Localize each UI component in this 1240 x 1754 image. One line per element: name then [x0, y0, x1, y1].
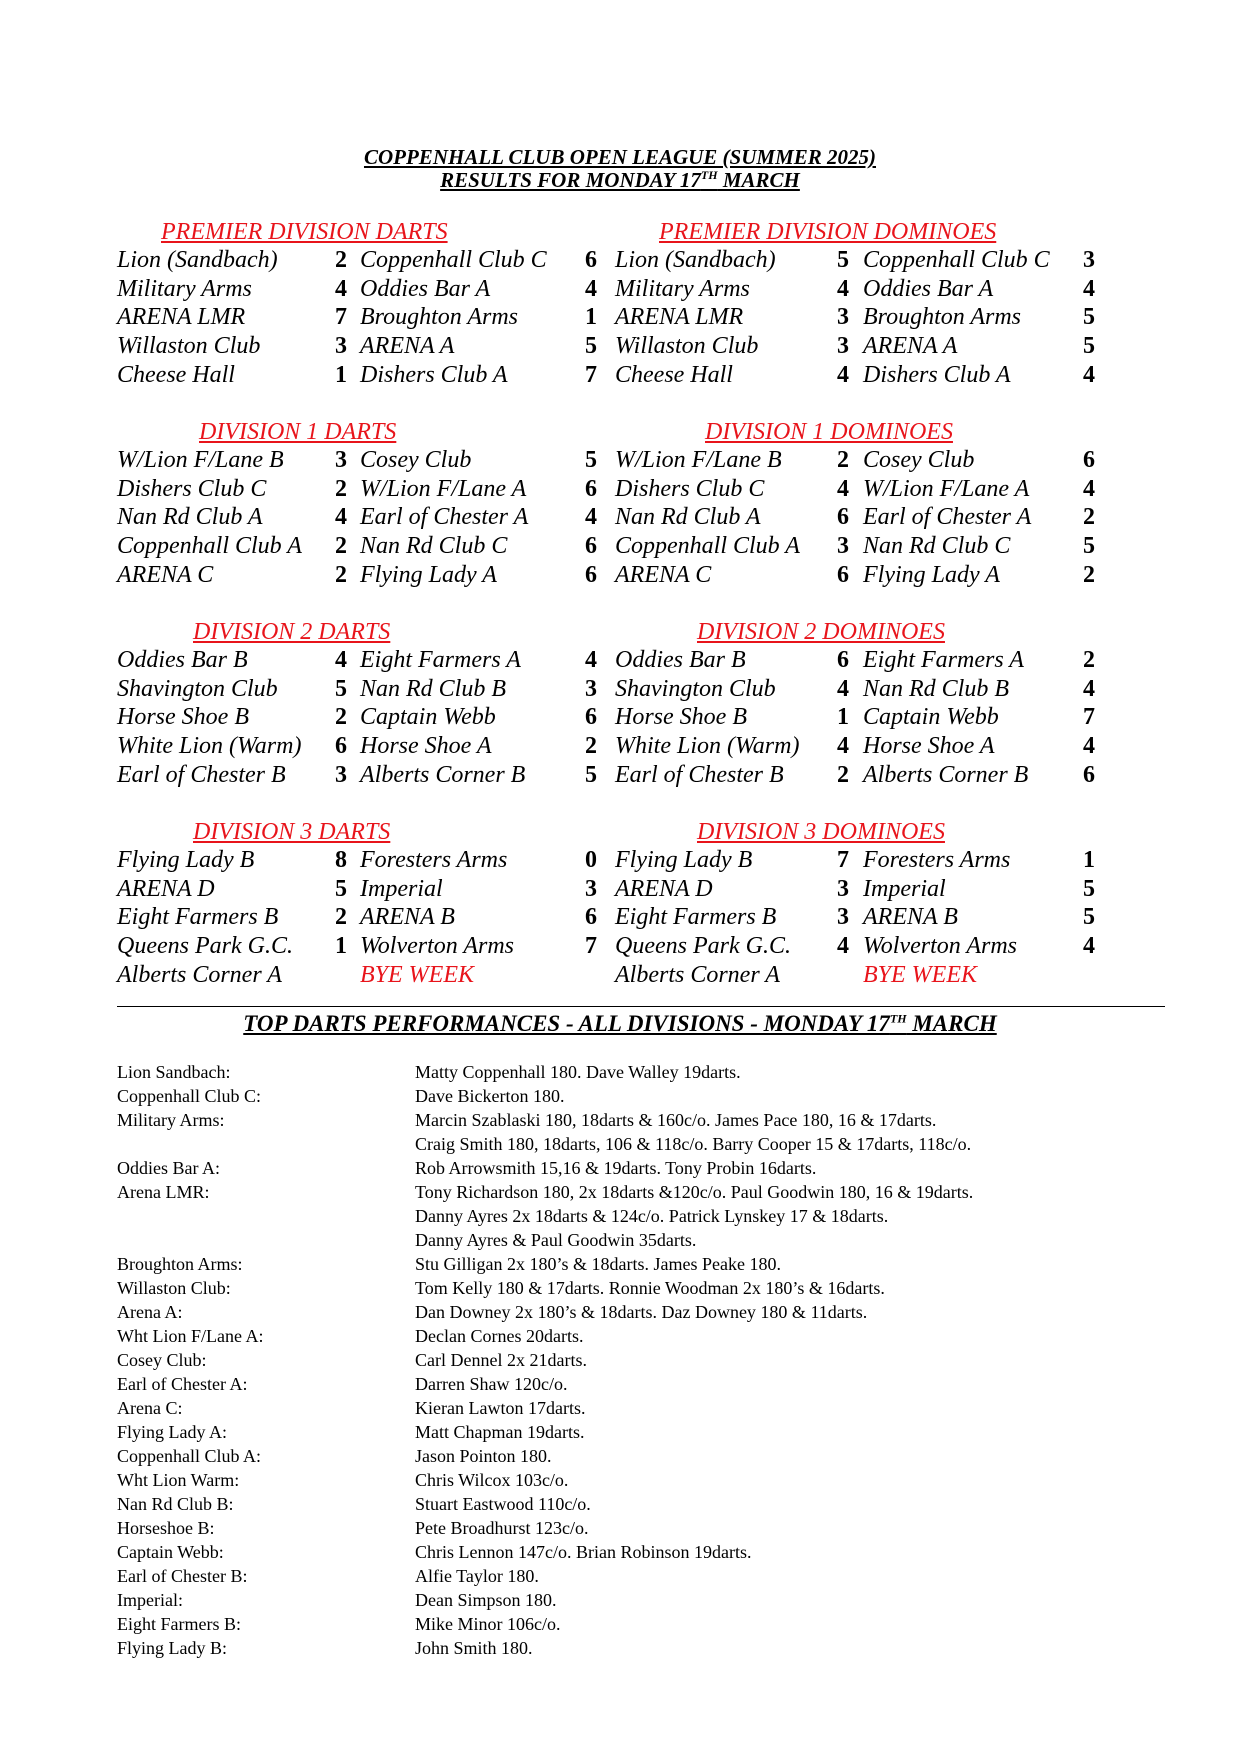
home-score: 5 [335, 675, 347, 702]
performance-details: Kieran Lawton 17darts. [415, 1398, 586, 1418]
performance-team: Willaston Club: [117, 1278, 231, 1298]
home-score: 4 [837, 733, 849, 760]
home-score: 5 [335, 875, 347, 902]
results-date-sup: TH [700, 168, 718, 182]
away-team: Foresters Arms [863, 847, 1011, 873]
away-team: Nan Rd Club B [863, 675, 1010, 702]
performance-row [117, 1468, 1177, 1492]
away-team: Coppenhall Club C [360, 247, 547, 273]
away-team: ARENA B [863, 904, 958, 931]
home-team: W/Lion F/Lane B [615, 447, 782, 473]
result-row [117, 761, 617, 790]
home-team: Earl of Chester B [615, 761, 784, 788]
division-heading: DIVISION 1 DOMINOES [705, 419, 953, 445]
home-score: 4 [837, 933, 849, 960]
home-score: 4 [837, 361, 849, 388]
away-team: Dishers Club A [863, 361, 1011, 388]
home-team: Lion (Sandbach) [615, 247, 776, 273]
division-heading: DIVISION 1 DARTS [199, 419, 397, 445]
performance-team: Broughton Arms: [117, 1254, 243, 1274]
away-team: Broughton Arms [360, 304, 519, 331]
away-team: Dishers Club A [360, 361, 508, 388]
performance-details: Stu Gilligan 2x 180’s & 18darts. James Peake 180. [415, 1254, 781, 1274]
bye-team: Alberts Corner A [615, 961, 780, 988]
away-team: Wolverton Arms [863, 933, 1018, 960]
performance-row [117, 1252, 1177, 1276]
performance-row [117, 1108, 1177, 1132]
away-team: Flying Lady A [360, 561, 497, 588]
away-score: 2 [585, 733, 597, 760]
result-row [615, 361, 1115, 390]
away-score: 4 [1083, 475, 1095, 502]
away-team: Alberts Corner B [360, 761, 526, 788]
division-heading: PREMIER DIVISION DOMINOES [659, 219, 997, 245]
bye-week-label: BYE WEEK [360, 961, 474, 988]
performance-row [117, 1156, 1177, 1180]
result-row [117, 932, 617, 961]
home-score: 1 [335, 933, 347, 960]
division-block [117, 818, 617, 989]
home-score: 2 [335, 904, 347, 931]
performance-row [117, 1084, 1177, 1108]
bye-row [117, 961, 617, 990]
home-score: 5 [837, 247, 849, 273]
away-team: ARENA B [360, 904, 455, 931]
result-row [117, 561, 617, 590]
performance-row [117, 1300, 1177, 1324]
performance-team: Nan Rd Club B: [117, 1494, 234, 1514]
performance-details: Danny Ayres 2x 18darts & 124c/o. Patrick Lynskey 17 & 18darts. [415, 1206, 889, 1226]
performance-details: Jason Pointon 180. [415, 1446, 552, 1466]
top-performances-title [0, 1010, 1240, 1038]
away-score: 3 [1083, 247, 1095, 273]
result-row [117, 703, 617, 732]
performance-details: Dan Downey 2x 180’s & 18darts. Daz Downey 180 & 11darts. [415, 1302, 868, 1322]
away-team: W/Lion F/Lane A [360, 475, 527, 502]
away-team: Foresters Arms [360, 847, 508, 873]
away-team: Horse Shoe A [360, 733, 492, 760]
performance-row [117, 1540, 1177, 1564]
result-row [117, 332, 617, 361]
away-score: 6 [1083, 761, 1095, 788]
result-row [615, 532, 1115, 561]
home-score: 4 [837, 675, 849, 702]
performance-details: Danny Ayres & Paul Goodwin 35darts. [415, 1230, 697, 1250]
away-score: 6 [585, 475, 597, 502]
result-row [117, 646, 617, 675]
home-team: Willaston Club [117, 333, 261, 360]
result-row [117, 903, 617, 932]
away-team: Broughton Arms [863, 304, 1022, 331]
performance-team: Flying Lady B: [117, 1638, 228, 1658]
performance-details: Chris Wilcox 103c/o. [415, 1470, 569, 1490]
result-row [615, 675, 1115, 704]
away-score: 5 [1083, 304, 1095, 331]
section-divider [117, 1006, 1165, 1007]
away-team: ARENA A [863, 333, 958, 360]
division-block [117, 418, 617, 589]
away-team: Wolverton Arms [360, 933, 515, 960]
home-team: Lion (Sandbach) [117, 247, 278, 273]
division-heading: PREMIER DIVISION DARTS [161, 219, 448, 245]
home-team: White Lion (Warm) [117, 733, 302, 760]
result-row [615, 303, 1115, 332]
performance-team: Cosey Club: [117, 1350, 207, 1370]
home-team: White Lion (Warm) [615, 733, 800, 760]
away-team: Cosey Club [360, 447, 472, 473]
away-score: 6 [585, 561, 597, 588]
result-row [615, 732, 1115, 761]
performance-team: Arena LMR: [117, 1182, 210, 1202]
performance-team: Arena A: [117, 1302, 183, 1322]
home-score: 6 [335, 733, 347, 760]
division-block [117, 218, 617, 389]
home-team: Cheese Hall [117, 361, 235, 388]
result-row [615, 475, 1115, 504]
top-performances-title-prefix: TOP DARTS PERFORMANCES - ALL DIVISIONS - MONDAY 17 [243, 1011, 890, 1036]
division-heading: DIVISION 2 DOMINOES [697, 619, 945, 645]
away-score: 4 [1083, 361, 1095, 388]
home-score: 2 [335, 561, 347, 588]
result-row [615, 646, 1115, 675]
home-team: ARENA LMR [615, 304, 744, 331]
performance-row [117, 1132, 1177, 1156]
performance-row [117, 1516, 1177, 1540]
home-team: ARENA C [615, 561, 712, 588]
home-score: 2 [837, 761, 849, 788]
performance-row [117, 1444, 1177, 1468]
away-team: Flying Lady A [863, 561, 1000, 588]
results-date-prefix: RESULTS FOR MONDAY 17 [440, 168, 701, 192]
result-row [615, 246, 1115, 275]
home-score: 1 [837, 704, 849, 731]
result-row [615, 503, 1115, 532]
home-score: 2 [335, 247, 347, 273]
performance-row [117, 1564, 1177, 1588]
home-team: Eight Farmers B [615, 904, 777, 931]
result-row [117, 875, 617, 904]
home-score: 2 [335, 533, 347, 560]
away-team: Horse Shoe A [863, 733, 995, 760]
home-team: Flying Lady B [117, 847, 255, 873]
away-score: 6 [1083, 447, 1095, 473]
result-row [117, 675, 617, 704]
performance-row [117, 1060, 1177, 1084]
away-score: 6 [585, 904, 597, 931]
performance-team: Arena C: [117, 1398, 183, 1418]
performance-team: Earl of Chester B: [117, 1566, 248, 1586]
performance-details: Pete Broadhurst 123c/o. [415, 1518, 589, 1538]
away-team: Captain Webb [360, 704, 496, 731]
home-score: 6 [837, 504, 849, 531]
home-score: 3 [837, 333, 849, 360]
result-row [117, 446, 617, 475]
home-team: Oddies Bar B [615, 647, 746, 673]
performance-details: Darren Shaw 120c/o. [415, 1374, 568, 1394]
home-score: 8 [335, 847, 347, 873]
home-score: 3 [837, 904, 849, 931]
home-team: Oddies Bar B [117, 647, 248, 673]
result-row [117, 732, 617, 761]
home-score: 4 [335, 504, 347, 531]
away-score: 6 [585, 704, 597, 731]
bye-team: Alberts Corner A [117, 961, 282, 988]
performance-details: Dave Bickerton 180. [415, 1086, 565, 1106]
bye-week-label: BYE WEEK [863, 961, 977, 988]
result-row [615, 761, 1115, 790]
performance-team: Wht Lion F/Lane A: [117, 1326, 264, 1346]
home-score: 6 [837, 561, 849, 588]
result-row [117, 532, 617, 561]
performance-team: Oddies Bar A: [117, 1158, 220, 1178]
home-team: Cheese Hall [615, 361, 733, 388]
home-team: ARENA D [117, 875, 215, 902]
performance-team: Earl of Chester A: [117, 1374, 248, 1394]
away-score: 7 [585, 933, 597, 960]
performance-team: Horseshoe B: [117, 1518, 215, 1538]
performance-row [117, 1348, 1177, 1372]
away-score: 5 [585, 333, 597, 360]
away-score: 6 [585, 247, 597, 273]
division-block [615, 218, 1115, 389]
performance-details: Matty Coppenhall 180. Dave Walley 19darts. [415, 1062, 741, 1082]
performance-details: Alfie Taylor 180. [415, 1566, 539, 1586]
home-team: Dishers Club C [117, 475, 267, 502]
away-score: 5 [1083, 904, 1095, 931]
home-team: ARENA D [615, 875, 713, 902]
away-team: Nan Rd Club C [863, 533, 1011, 560]
home-team: Nan Rd Club A [615, 504, 761, 531]
result-row [615, 875, 1115, 904]
result-row [117, 303, 617, 332]
home-team: Queens Park G.C. [117, 933, 293, 960]
performance-row [117, 1228, 1177, 1252]
away-score: 4 [1083, 933, 1095, 960]
performance-team: Captain Webb: [117, 1542, 224, 1562]
away-team: ARENA A [360, 333, 455, 360]
away-team: Cosey Club [863, 447, 975, 473]
away-score: 4 [1083, 675, 1095, 702]
away-team: Captain Webb [863, 704, 999, 731]
result-row [117, 361, 617, 390]
league-title [0, 145, 1240, 169]
away-team: Earl of Chester A [863, 504, 1032, 531]
away-score: 5 [585, 447, 597, 473]
away-team: Oddies Bar A [863, 275, 994, 302]
away-score: 7 [1083, 704, 1095, 731]
result-row [615, 703, 1115, 732]
division-block [117, 618, 617, 789]
result-row [615, 446, 1115, 475]
result-row [615, 903, 1115, 932]
result-row [117, 275, 617, 304]
top-performances-title-suffix: MARCH [906, 1011, 997, 1036]
result-row [117, 846, 617, 875]
home-team: Horse Shoe B [117, 704, 249, 731]
away-score: 4 [585, 275, 597, 302]
performance-details: Stuart Eastwood 110c/o. [415, 1494, 591, 1514]
performance-row [117, 1636, 1177, 1660]
away-score: 1 [585, 304, 597, 331]
division-block [615, 618, 1115, 789]
performance-details: Tony Richardson 180, 2x 18darts &120c/o. Paul Goodwin 180, 16 & 19darts. [415, 1182, 974, 1202]
away-score: 1 [1083, 847, 1095, 873]
performance-team: Coppenhall Club A: [117, 1446, 261, 1466]
home-team: Queens Park G.C. [615, 933, 791, 960]
division-heading: DIVISION 3 DARTS [193, 819, 391, 845]
home-team: Military Arms [615, 275, 750, 302]
home-score: 4 [837, 275, 849, 302]
performance-details: Carl Dennel 2x 21darts. [415, 1350, 587, 1370]
home-score: 3 [837, 875, 849, 902]
away-score: 4 [1083, 733, 1095, 760]
performance-row [117, 1372, 1177, 1396]
away-team: Nan Rd Club C [360, 533, 508, 560]
away-score: 5 [1083, 533, 1095, 560]
division-heading: DIVISION 3 DOMINOES [697, 819, 945, 845]
performance-details: Rob Arrowsmith 15,16 & 19darts. Tony Probin 16darts. [415, 1158, 817, 1178]
away-score: 0 [585, 847, 597, 873]
away-team: Imperial [360, 875, 443, 902]
away-score: 6 [585, 533, 597, 560]
away-team: Alberts Corner B [863, 761, 1029, 788]
home-score: 3 [837, 533, 849, 560]
performance-details: Declan Cornes 20darts. [415, 1326, 584, 1346]
results-date-title [0, 168, 1240, 192]
away-team: Eight Farmers A [863, 647, 1024, 673]
division-heading: DIVISION 2 DARTS [193, 619, 391, 645]
performance-row [117, 1204, 1177, 1228]
home-score: 1 [335, 361, 347, 388]
away-score: 2 [1083, 561, 1095, 588]
performance-row [117, 1612, 1177, 1636]
result-row [117, 503, 617, 532]
home-score: 6 [837, 647, 849, 673]
top-performances-list [117, 1060, 1177, 1660]
home-team: Military Arms [117, 275, 252, 302]
home-team: Flying Lady B [615, 847, 753, 873]
home-score: 3 [335, 333, 347, 360]
performance-details: Mike Minor 106c/o. [415, 1614, 561, 1634]
performance-team: Lion Sandbach: [117, 1062, 231, 1082]
result-row [615, 275, 1115, 304]
performance-row [117, 1324, 1177, 1348]
away-score: 4 [585, 647, 597, 673]
home-team: Shavington Club [117, 675, 278, 702]
away-team: Nan Rd Club B [360, 675, 507, 702]
bye-row [615, 961, 1115, 990]
performance-details: Dean Simpson 180. [415, 1590, 557, 1610]
performance-row [117, 1588, 1177, 1612]
home-team: Horse Shoe B [615, 704, 747, 731]
home-team: ARENA LMR [117, 304, 246, 331]
performance-team: Coppenhall Club C: [117, 1086, 261, 1106]
result-row [615, 846, 1115, 875]
home-team: Shavington Club [615, 675, 776, 702]
performance-team: Wht Lion Warm: [117, 1470, 240, 1490]
home-score: 4 [335, 275, 347, 302]
away-score: 5 [1083, 333, 1095, 360]
home-score: 7 [335, 304, 347, 331]
home-team: Dishers Club C [615, 475, 765, 502]
away-score: 5 [585, 761, 597, 788]
home-team: Earl of Chester B [117, 761, 286, 788]
performance-team: Military Arms: [117, 1110, 225, 1130]
performance-row [117, 1276, 1177, 1300]
away-score: 7 [585, 361, 597, 388]
home-team: Coppenhall Club A [615, 533, 800, 560]
division-block [615, 418, 1115, 589]
performance-team: Flying Lady A: [117, 1422, 228, 1442]
performance-details: Matt Chapman 19darts. [415, 1422, 585, 1442]
division-block [615, 818, 1115, 989]
top-performances-title-sup: TH [889, 1011, 907, 1026]
home-score: 4 [837, 475, 849, 502]
home-score: 2 [335, 475, 347, 502]
home-score: 2 [837, 447, 849, 473]
performance-row [117, 1420, 1177, 1444]
performance-details: Craig Smith 180, 18darts, 106 & 118c/o. Barry Cooper 15 & 17darts, 118c/o. [415, 1134, 972, 1154]
home-score: 4 [335, 647, 347, 673]
result-row [615, 561, 1115, 590]
result-row [117, 246, 617, 275]
performance-details: Chris Lennon 147c/o. Brian Robinson 19darts. [415, 1542, 752, 1562]
league-title-text: COPPENHALL CLUB OPEN LEAGUE (SUMMER 2025) [363, 145, 876, 169]
home-score: 3 [837, 304, 849, 331]
performance-row [117, 1492, 1177, 1516]
home-score: 3 [335, 447, 347, 473]
home-team: ARENA C [117, 561, 214, 588]
performance-details: John Smith 180. [415, 1638, 533, 1658]
performance-details: Tom Kelly 180 & 17darts. Ronnie Woodman 2x 180’s & 16darts. [415, 1278, 885, 1298]
result-row [615, 932, 1115, 961]
away-score: 2 [1083, 504, 1095, 531]
results-date-suffix: MARCH [717, 168, 800, 192]
away-score: 3 [585, 675, 597, 702]
home-score: 2 [335, 704, 347, 731]
away-team: Coppenhall Club C [863, 247, 1050, 273]
away-team: Oddies Bar A [360, 275, 491, 302]
away-score: 2 [1083, 647, 1095, 673]
performance-row [117, 1180, 1177, 1204]
away-score: 4 [1083, 275, 1095, 302]
away-team: Eight Farmers A [360, 647, 521, 673]
home-team: Eight Farmers B [117, 904, 279, 931]
result-row [615, 332, 1115, 361]
away-score: 5 [1083, 875, 1095, 902]
away-team: Imperial [863, 875, 946, 902]
home-score: 7 [837, 847, 849, 873]
away-score: 3 [585, 875, 597, 902]
performance-details: Marcin Szablaski 180, 18darts & 160c/o. James Pace 180, 16 & 17darts. [415, 1110, 937, 1130]
home-team: Nan Rd Club A [117, 504, 263, 531]
home-team: Willaston Club [615, 333, 759, 360]
home-score: 3 [335, 761, 347, 788]
away-score: 4 [585, 504, 597, 531]
home-team: Coppenhall Club A [117, 533, 302, 560]
performance-team: Imperial: [117, 1590, 183, 1610]
performance-team: Eight Farmers B: [117, 1614, 241, 1634]
away-team: Earl of Chester A [360, 504, 529, 531]
away-team: W/Lion F/Lane A [863, 475, 1030, 502]
home-team: W/Lion F/Lane B [117, 447, 284, 473]
performance-row [117, 1396, 1177, 1420]
result-row [117, 475, 617, 504]
